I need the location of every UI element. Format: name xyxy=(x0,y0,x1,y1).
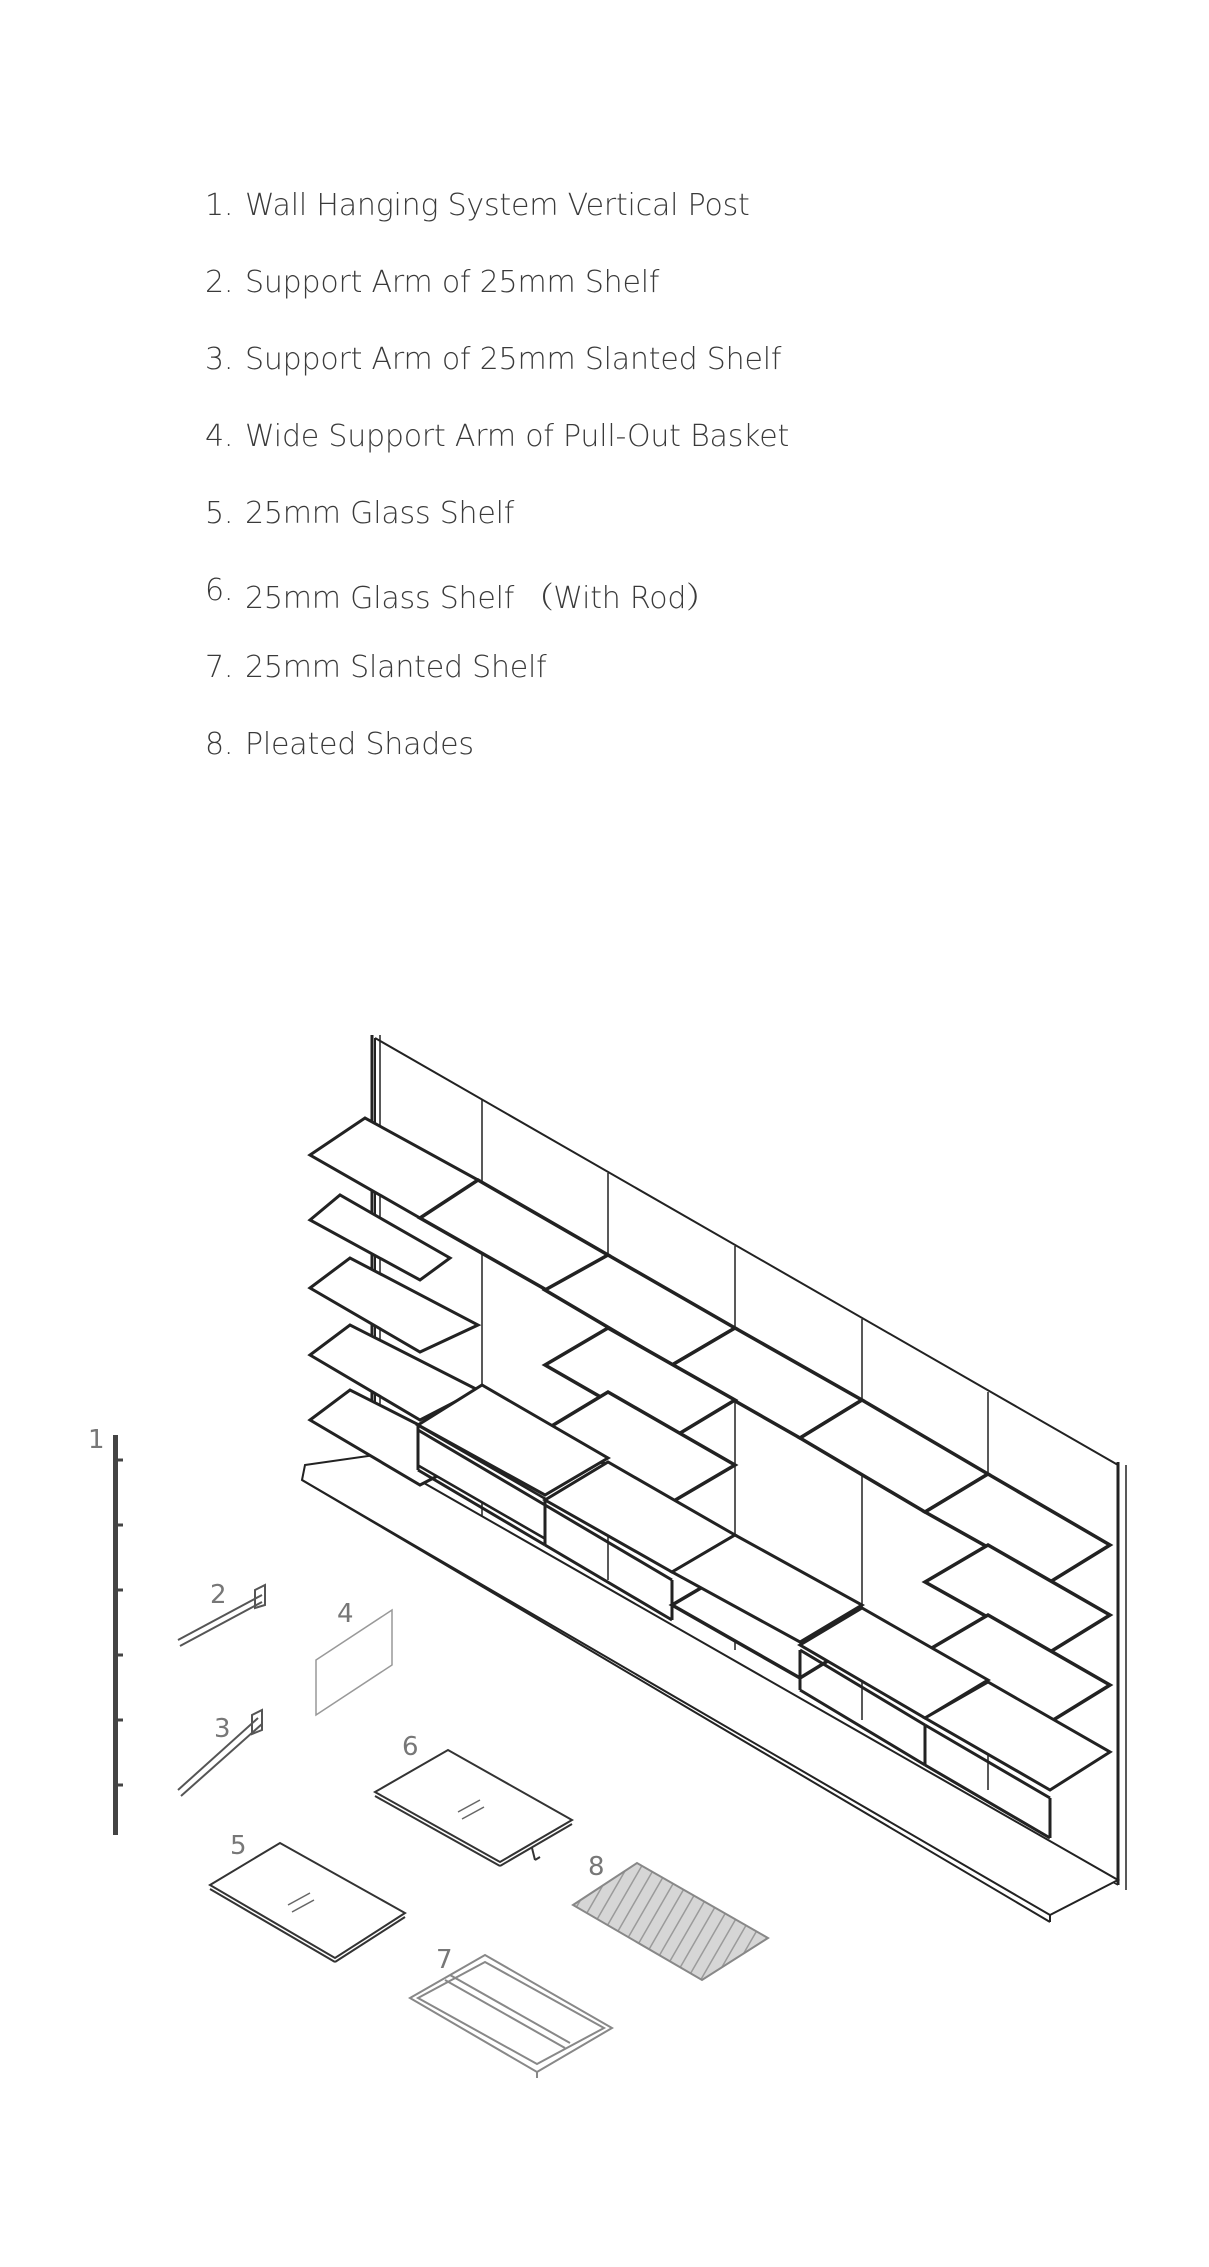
item-number: 2. xyxy=(205,265,234,300)
item-label: 25mm Slanted Shelf xyxy=(245,650,547,685)
item-label: 25mm Glass Shelf xyxy=(245,496,515,531)
item-number: 8. xyxy=(205,727,234,762)
item-number: 6. xyxy=(205,573,234,608)
item-number: 3. xyxy=(205,342,234,377)
callout-3: 3 xyxy=(214,1714,231,1744)
item-label: Support Arm of 25mm Shelf xyxy=(245,265,660,300)
item-label: 25mm Glass Shelf （With Rod） xyxy=(245,581,717,616)
item-label: Pleated Shades xyxy=(245,727,474,762)
item-label: Support Arm of 25mm Slanted Shelf xyxy=(245,342,782,377)
item-number: 7. xyxy=(205,650,234,685)
item-number: 4. xyxy=(205,419,234,454)
part-4-wide-support-arm xyxy=(316,1610,392,1715)
callout-5: 5 xyxy=(230,1831,247,1861)
part-1-vertical-post xyxy=(113,1435,123,1835)
callout-2: 2 xyxy=(210,1580,227,1610)
part-6-glass-shelf-with-rod xyxy=(375,1750,572,1866)
callout-6: 6 xyxy=(402,1732,419,1762)
callout-1: 1 xyxy=(88,1425,105,1455)
item-number: 5. xyxy=(205,496,234,531)
item-number: 1. xyxy=(205,188,234,223)
item-label: Wide Support Arm of Pull-Out Basket xyxy=(245,419,790,454)
callout-8: 8 xyxy=(588,1852,605,1882)
callout-7: 7 xyxy=(436,1945,453,1975)
callout-4: 4 xyxy=(337,1599,354,1629)
item-label: Wall Hanging System Vertical Post xyxy=(245,188,750,223)
